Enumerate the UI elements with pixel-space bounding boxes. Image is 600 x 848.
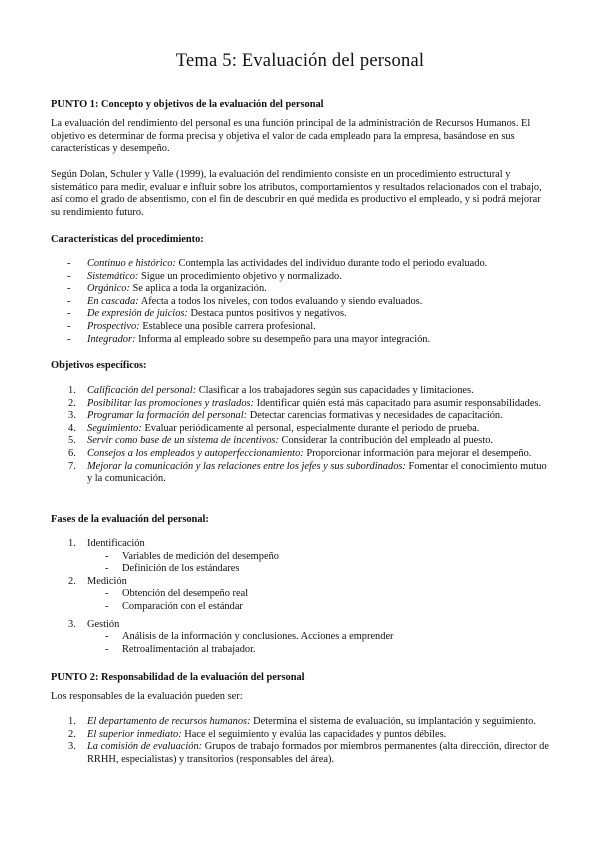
list-item: 5. Servir como base de un sistema de incentivos: Considerar la contribución del empleado al puesto. (68, 435, 494, 447)
punto2-heading: PUNTO 2: Responsabilidad de la evaluación del personal (51, 672, 305, 683)
list-item: - De expresión de juicios: Destaca puntos positivos y negativos. (51, 308, 551, 321)
list-item: 6. Consejos a los empleados y autoperfeccionamiento: Proporcionar información para mejorar el desempeño. (68, 447, 532, 459)
list-item: 1. El departamento de recursos humanos: Determina el sistema de evaluación, su implantación y seguimiento. (68, 716, 536, 727)
list-item: - Sistemático: Sigue un procedimiento objetivo y normalizado. (51, 271, 551, 284)
list-item: - Retroalimentación al trabajador. (51, 644, 551, 657)
list-item: 2. El superior inmediato: Hace el seguimiento y evalúa las capacidades y puntos débiles. (68, 728, 447, 740)
objetivos-heading: Objetivos específicos: (51, 360, 147, 371)
responsables-list (51, 716, 551, 766)
list-item: 3. La comisión de evaluación: Grupos de trabajo formados por miembros permanentes (alta dirección, director de RRHH, especialistas) y transitorios (responsables del área). (68, 741, 549, 765)
fases-list (51, 538, 551, 656)
fases-heading: Fases de la evaluación del personal: (51, 514, 209, 525)
list-item: - Continuo e histórico: Contempla las actividades del individuo durante todo el periodo evaluado. (51, 258, 551, 271)
list-item: - Orgánico: Se aplica a toda la organización. (51, 283, 551, 296)
objetivos-list (51, 385, 551, 486)
list-item: 1. Calificación del personal: Clasificar a los trabajadores según sus capacidades y limitaciones. (68, 385, 474, 396)
phase-sublist (51, 588, 551, 613)
page-title: Tema 5: Evaluación del personal (175, 51, 425, 71)
caracteristicas-heading: Características del procedimiento: (51, 234, 204, 245)
phase-item: 2. Medición (68, 575, 127, 587)
list-item: - Obtención del desempeño real (51, 588, 551, 601)
list-item: 2. Posibilitar las promociones y traslados: Identificar quién está más capacitado para asumir responsabilidades. (68, 397, 542, 409)
list-item: - Integrador: Informa al empleado sobre su desempeño para una mayor integración. (51, 334, 551, 347)
punto2-intro: Los responsables de la evaluación pueden ser: (51, 691, 243, 702)
phase-item: 1. Identificación (68, 538, 145, 549)
punto1-heading: PUNTO 1: Concepto y objetivos de la evaluación del personal (51, 99, 324, 110)
list-item: - Variables de medición del desempeño (51, 551, 551, 564)
phase-item: 3. Gestión (68, 618, 120, 630)
list-item: - En cascada: Afecta a todos los niveles, con todos evaluando y siendo evaluados. (51, 296, 551, 309)
list-item: 4. Seguimiento: Evaluar periódicamente al personal, especialmente durante el periodo de prueba. (68, 422, 480, 434)
list-item: 3. Programar la formación del personal: Detectar carencias formativas y necesidades de capacitación. (68, 410, 503, 422)
phase-sublist (51, 551, 551, 576)
list-item: 7. Mejorar la comunicación y las relaciones entre los jefes y sus subordinados: Fomentar el conocimiento mutuo y la comunicación. (68, 460, 547, 485)
list-item: - Prospectivo: Establece una posible carrera profesional. (51, 321, 551, 334)
caracteristicas-list (51, 258, 551, 346)
list-item: - Comparación con el estándar (51, 601, 551, 614)
punto1-paragraph-1: La evaluación del rendimiento del personal es una función principal de la administración de Recursos Humanos. El objetivo es determinar de forma precisa y objetiva el valor de cada empleado para la empresa, basándose en sus características y desempeño. (51, 118, 531, 155)
list-item: - Análisis de la información y conclusiones. Acciones a emprender (51, 631, 551, 644)
punto1-paragraph-2: Según Dolan, Schuler y Valle (1999), la evaluación del rendimiento consiste en un procedimiento estructural y sistemático para medir, evaluar e influir sobre los atributos, comportamientos y resultados relacionados con el trabajo, así como el grado de absentismo, con el fin de descubrir en qué medida es productivo el empleado, y si podrá mejorar su rendimiento futuro. (51, 169, 542, 218)
phase-sublist (51, 631, 551, 656)
list-item: - Definición de los estándares (51, 563, 551, 576)
